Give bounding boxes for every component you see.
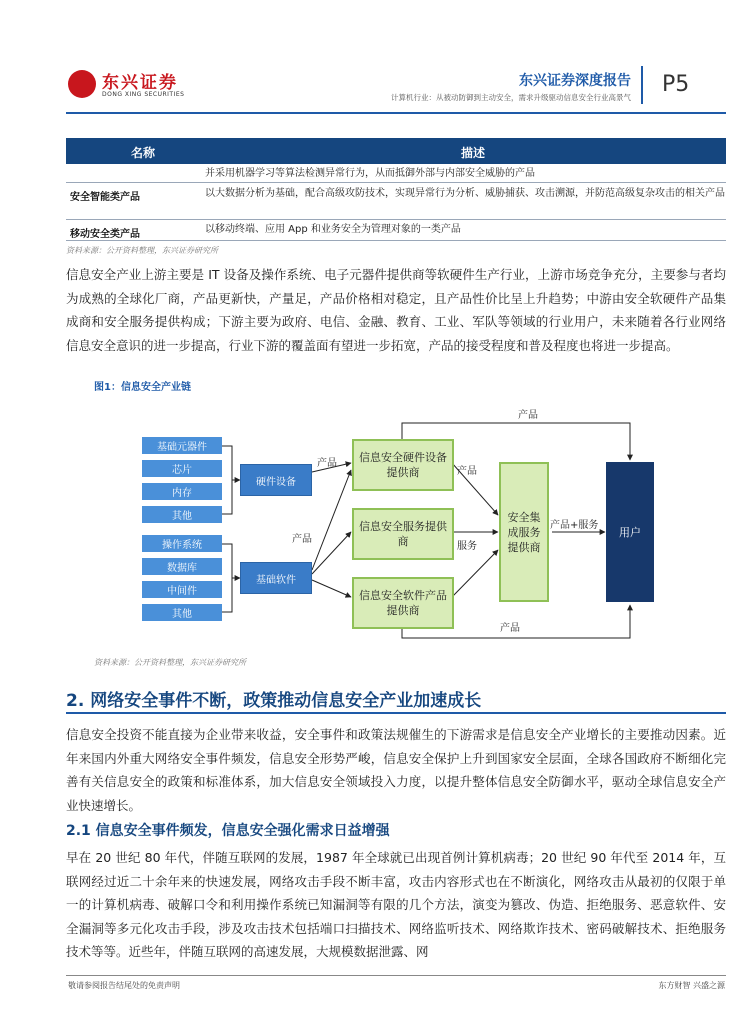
- table-source: 资料来源：公开资料整理，东兴证券研究所: [66, 246, 218, 255]
- label-product-service: 产品+服务: [550, 520, 599, 531]
- service-provider-box: 信息安全服务提供商: [352, 508, 454, 560]
- figure-title: 图1：信息安全产业链: [94, 382, 191, 393]
- user-box: 用户: [606, 462, 654, 602]
- table-row-3-name: 移动安全类产品: [70, 229, 140, 240]
- section-2-paragraph: 信息安全投资不能直接为企业带来收益，安全事件和政策法规催生的下游需求是信息安全产业增长的主要推动因素。近年来国内外重大网络安全事件频发，信息安全形势严峻，信息安全保护上升到国家安全层面，全球各国政府不断细化完善有关信息安全的政策和标准体系，加大信息安全领域投入力度，以提升整体信息安全防御水平，驱动全球信息安全产业快速增长。: [66, 727, 726, 813]
- table-row-2-desc: 以大数据分析为基础，配合高级攻防技术，实现异常行为分析、威胁捕获、攻击溯源，并防范高级复杂攻击的相关产品: [205, 188, 725, 199]
- section-rule: [66, 712, 726, 714]
- table-row-1-desc: 并采用机器学习等算法检测异常行为，从而抵御外部与内部安全威胁的产品: [205, 168, 535, 179]
- software-provider-box: 信息安全软件产品提供商: [352, 577, 454, 629]
- component-chip: 芯片: [142, 460, 222, 477]
- page-number: P5: [662, 72, 690, 97]
- component-memory: 内存: [142, 483, 222, 500]
- component-other-sw: 其他: [142, 604, 222, 621]
- label-product: 产品: [500, 623, 520, 634]
- hardware-device-box: 硬件设备: [240, 464, 312, 496]
- report-subtitle: 计算机行业：从被动防御到主动安全，需求升级驱动信息安全行业高景气: [391, 93, 631, 102]
- component-middleware: 中间件: [142, 581, 222, 598]
- component-basic-elements: 基础元器件: [142, 437, 222, 454]
- section-2-1-title: 2.1 信息安全事件频发，信息安全强化需求日益增强: [66, 823, 390, 839]
- col-desc: 描述: [461, 146, 486, 160]
- section-2-1-paragraph: 早在 20 世纪 80 年代，伴随互联网的发展，1987 年全球就已出现首例计算机病毒；20 世纪 90 年代至 2014 年，互联网经过近二十余年来的快速发展，网络攻击手段不断丰富，攻击内容形式也在不断演化，网络攻击从最初的仅限于单一的计算机病毒、破解口令和利用操作系统已知漏洞等有限的几个方法，演变为篡改、伪造、拒绝服务、恶意软件、安全漏洞等多元化攻击手段，涉及攻击技术包括端口扫描技术、网络监听技术、网络欺诈技术、密码破解技术、拒绝服务技术等等。近些年，伴随互联网的高速发展，大规模数据泄露、网: [66, 850, 726, 959]
- table-row-3-desc: 以移动终端、应用 App 和业务安全为管理对象的一类产品: [205, 224, 461, 235]
- figure-source: 资料来源：公开资料整理，东兴证券研究所: [94, 658, 246, 667]
- component-other-hw: 其他: [142, 506, 222, 523]
- logo-text: 东兴证券: [102, 73, 178, 93]
- logo-english: DONG XING SECURITIES: [102, 91, 185, 98]
- paragraph-industry-chain: 信息安全产业上游主要是 IT 设备及操作系统、电子元器件提供商等软硬件生产行业，上游市场竞争充分，主要参与者均为成熟的全球化厂商，产品更新快，产量足，产品价格相对稳定，且产品性价比呈上升趋势；中游由安全软硬件产品集成商和安全服务提供构成；下游主要为政府、电信、金融、教育、工业、军队等领域的行业用户，未来随着各行业网络信息安全意识的进一步提高，行业下游的覆盖面有望进一步拓宽，产品的接受程度和普及程度也将进一步提高。: [66, 267, 726, 353]
- report-title: 东兴证券深度报告: [519, 73, 631, 89]
- label-service: 服务: [457, 541, 477, 552]
- integrator-box: 安全集成服务提供商: [499, 462, 549, 602]
- footer-disclaimer: 敬请参阅报告结尾处的免责声明: [68, 981, 180, 990]
- footer-rule: [66, 975, 726, 976]
- table-row-2-name: 安全智能类产品: [70, 192, 140, 203]
- hardware-provider-box: 信息安全硬件设备提供商: [352, 439, 454, 491]
- col-name: 名称: [131, 146, 156, 160]
- label-product: 产品: [292, 534, 312, 545]
- component-database: 数据库: [142, 558, 222, 575]
- section-2-title: 2. 网络安全事件不断，政策推动信息安全产业加速成长: [66, 691, 482, 711]
- label-product: 产品: [518, 410, 538, 421]
- footer-slogan: 东方财智 兴盛之源: [658, 981, 725, 990]
- label-product: 产品: [457, 466, 477, 477]
- label-product: 产品: [317, 458, 337, 469]
- component-os: 操作系统: [142, 535, 222, 552]
- base-software-box: 基础软件: [240, 562, 312, 594]
